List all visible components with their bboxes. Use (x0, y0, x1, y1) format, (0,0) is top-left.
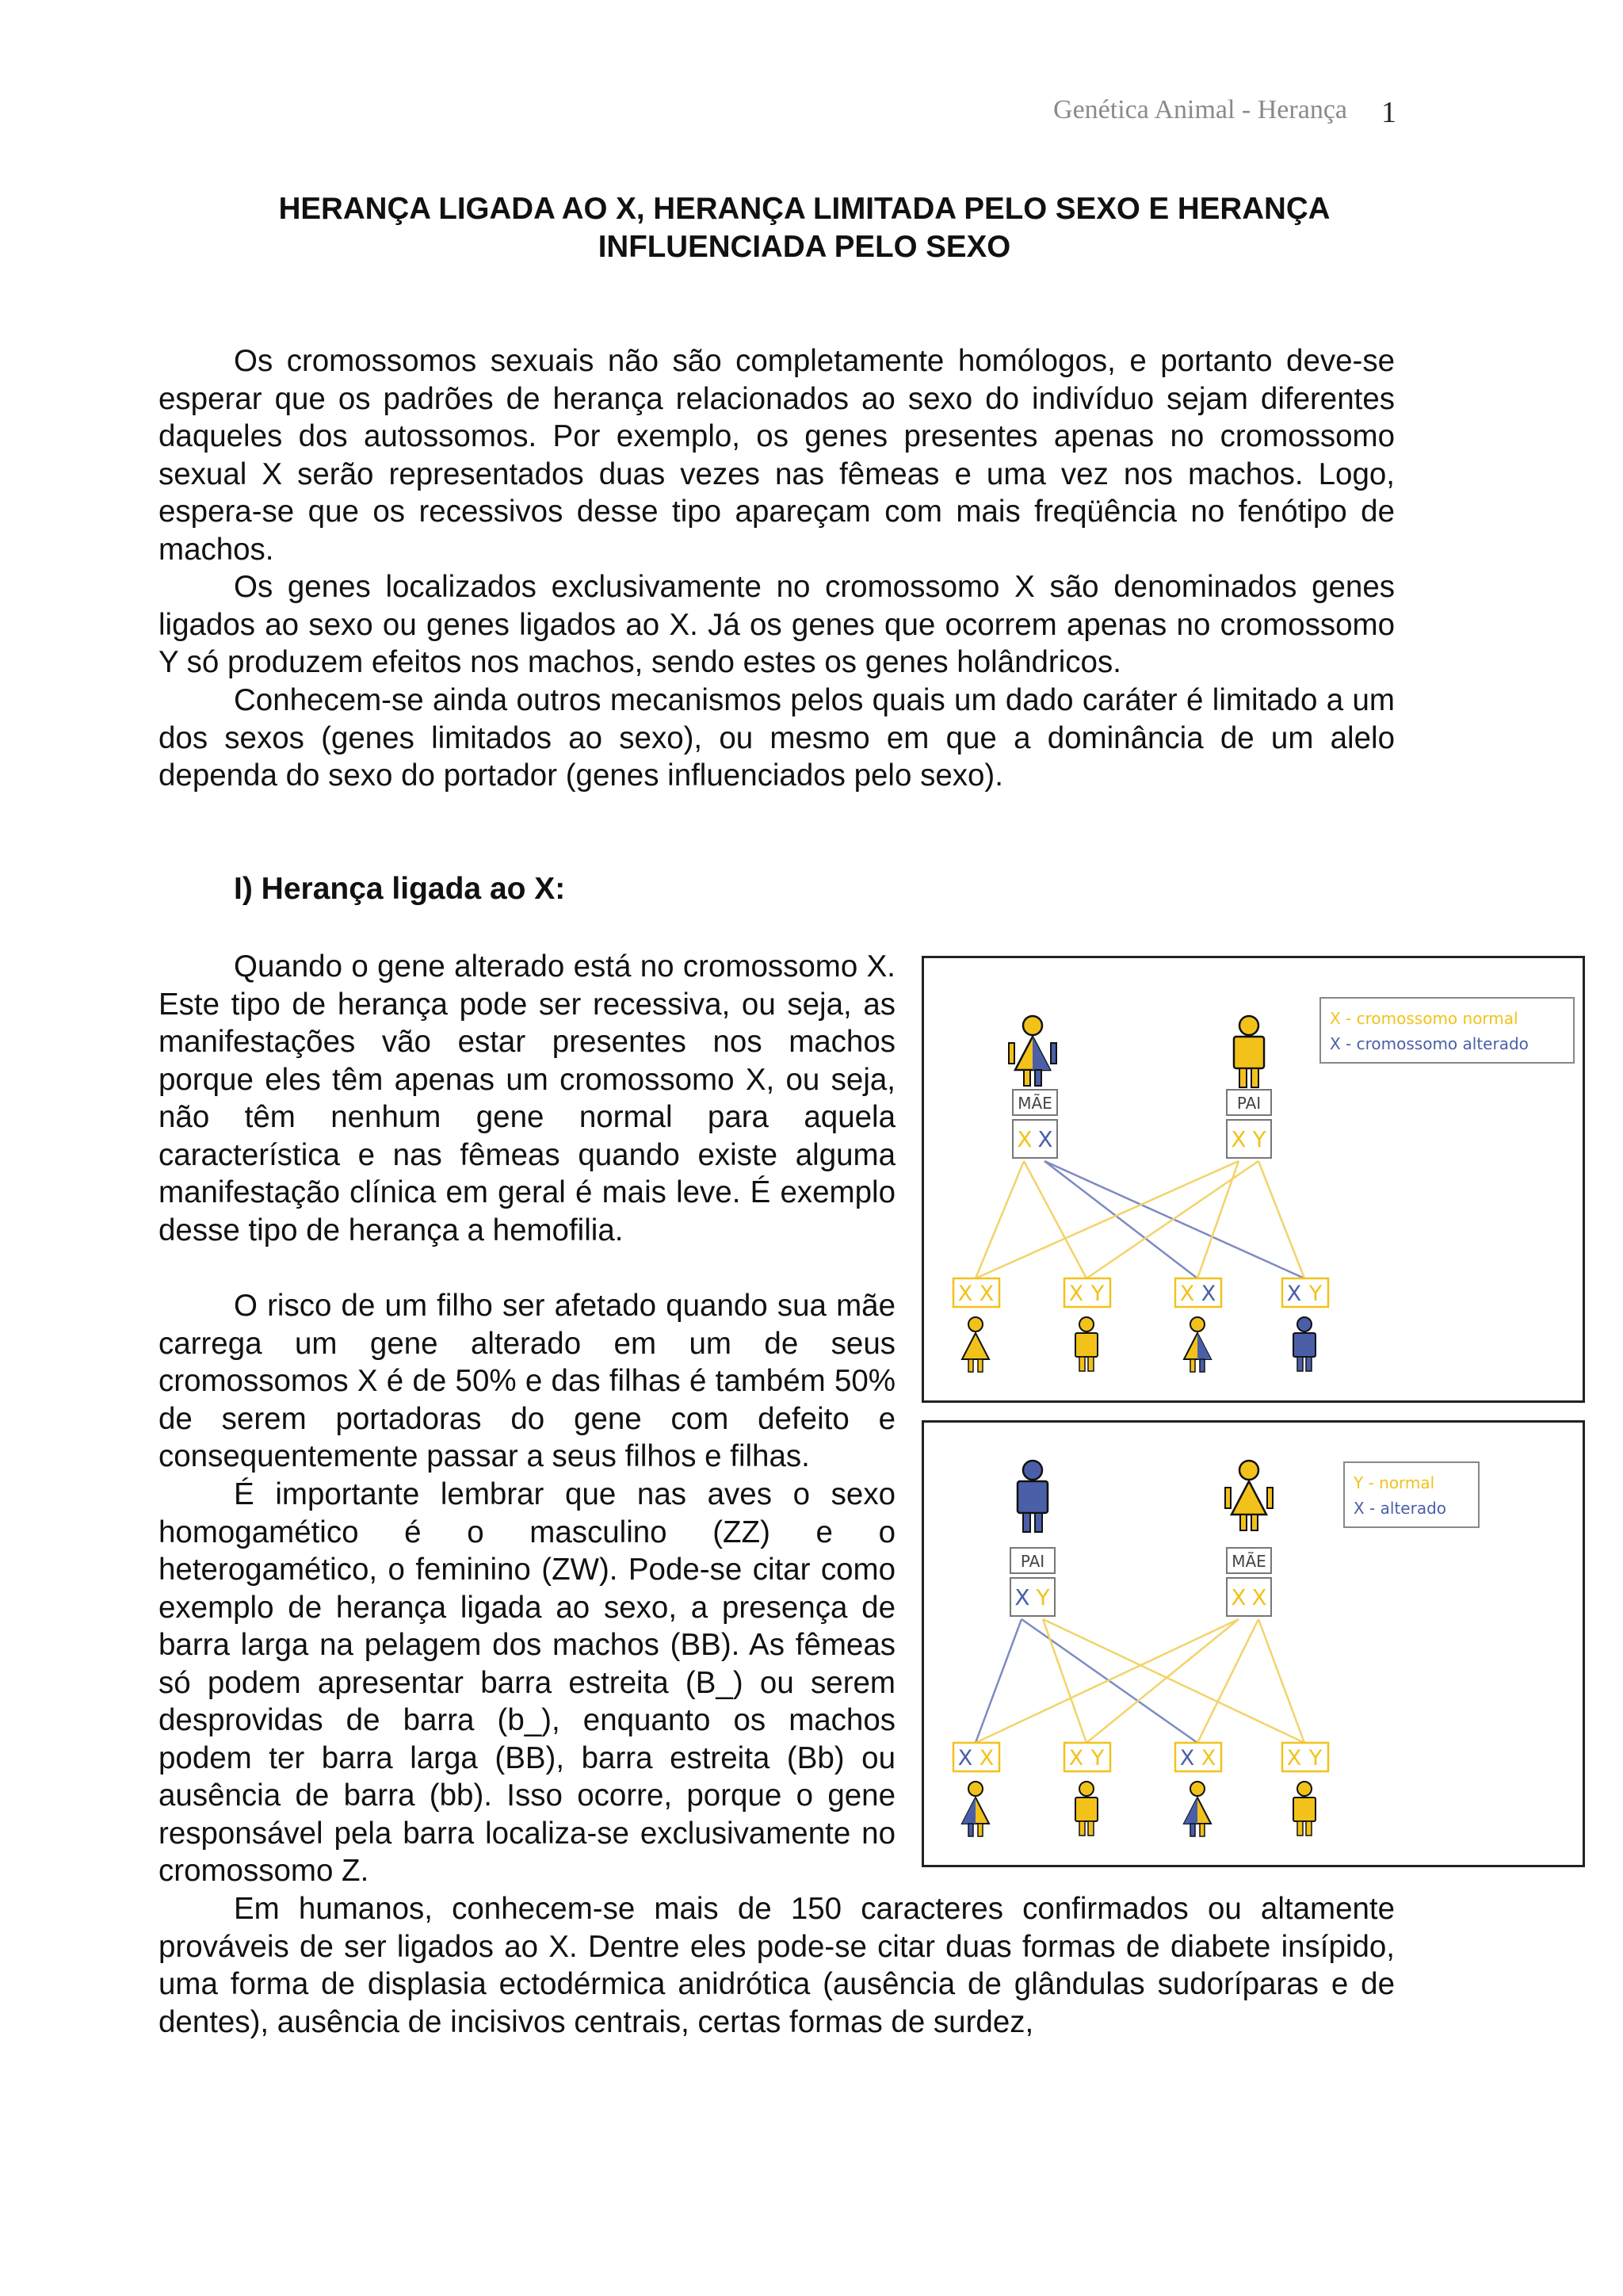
page-number: 1 (1381, 96, 1396, 129)
section-paragraph-4: Em humanos, conhecem-se mais de 150 caracteres confirmados ou altamente prováveis de ser ligados ao X. Dentre eles pode-se citar duas formas de diabete insípido, uma forma de displasia ectodérmica anidrótica (ausência de glândulas sudoríparas e de dentes), ausência de incisivos centrais, certas formas de surdez, (158, 1892, 1395, 2039)
inheritance-diagram-mother-carrier (922, 956, 1585, 1403)
son-normal-icon (1075, 1317, 1098, 1371)
child-1-genotype (953, 1743, 999, 1771)
child-2-allele-2: Y (1090, 1282, 1105, 1306)
section-paragraph-3: É importante lembrar que nas aves o sexo homogamético é o masculino (ZZ) e o heterogamético, o feminino (ZW). Pode-se citar como exemplo de herança ligada ao sexo, a presença de barra larga na pelagem dos machos (BB). As fêmeas só podem apresentar barra estreita (B_) ou serem desprovidas de barra (b_), enquanto os machos podem ter barra larga (BB), barra estreita (Bb) ou ausência de barra (bb). Isso ocorre, porque o gene responsável pela barra localiza-se exclusivamente no cromossomo Z. (158, 1477, 896, 1888)
child-4-allele-2: Y (1308, 1282, 1323, 1306)
child-3-allele-1: X (1179, 1746, 1195, 1771)
legend-altered: X - alterado (1354, 1499, 1447, 1518)
son-affected-icon (1293, 1317, 1316, 1371)
inheritance-lines (976, 1619, 1304, 1743)
child-1-allele-2: X (979, 1282, 995, 1306)
document-title (190, 190, 1419, 266)
section-paragraph-2: O risco de um filho ser afetado quando sua mãe carrega um gene alterado em um de seus cromossomos X é de 50% e das filhas é também 50% de serem portadoras do gene com defeito e consequentemente passar a seus filhos e filhas. (158, 1289, 896, 1473)
legend-altered: X - cromossomo alterado (1330, 1034, 1529, 1053)
father-allele-1: X (1014, 1584, 1030, 1610)
child-2-allele-1: X (1068, 1746, 1084, 1771)
father-allele-1: X (1231, 1126, 1247, 1152)
daughter-carrier-icon (1184, 1317, 1211, 1372)
legend-normal: X - cromossomo normal (1330, 1009, 1518, 1028)
child-3-allele-2: X (1201, 1746, 1216, 1771)
father-label: PAI (1020, 1552, 1045, 1571)
father-allele-2: Y (1252, 1126, 1266, 1152)
child-4-allele-1: X (1286, 1282, 1302, 1306)
section-heading: I) Herança ligada ao X: (234, 872, 566, 906)
female-normal-icon (1225, 1461, 1273, 1530)
child-1-allele-1: X (957, 1746, 973, 1771)
inheritance-lines (976, 1161, 1304, 1278)
intro-paragraph-3: Conhecem-se ainda outros mecanismos pelos quais um dado caráter é limitado a um dos sexos (genes limitados ao sexo), ou mesmo em que a dominância de um alelo dependa do sexo do portador (genes influenciados pelo sexo). (158, 683, 1395, 793)
intro-paragraph-1: Os cromossomos sexuais não são completamente homólogos, e portanto deve-se esperar que os padrões de herança relacionados ao sexo do indivíduo sejam diferentes daqueles dos autossomos. Por exemplo, os genes presentes apenas no cromossomo sexual X serão representados duas vezes nas fêmeas e uma vez nos machos. Logo, espera-se que os recessivos desse tipo apareçam com mais freqüência no fenótipo de machos. (158, 344, 1395, 567)
daughter-carrier-icon (1184, 1782, 1211, 1836)
document-title-line-1: HERANÇA LIGADA AO X, HERANÇA LIMITADA PELO SEXO E HERANÇA (278, 192, 1331, 226)
child-3-genotype (1175, 1278, 1221, 1307)
mother-allele-1: X (1231, 1584, 1247, 1610)
mother-label: MÃE (1018, 1094, 1052, 1113)
child-2-genotype (1064, 1743, 1110, 1771)
inheritance-diagram-father-affected (922, 1420, 1585, 1867)
mother-allele-1: X (1017, 1126, 1033, 1152)
child-1-allele-1: X (957, 1282, 973, 1306)
child-3-allele-1: X (1179, 1282, 1195, 1306)
daughter-carrier-icon (962, 1782, 989, 1836)
daughter-normal-icon (962, 1317, 989, 1372)
male-icon (1234, 1016, 1264, 1087)
child-4-allele-2: Y (1308, 1746, 1323, 1771)
mother-label: MÃE (1232, 1552, 1266, 1571)
child-2-allele-2: Y (1090, 1746, 1105, 1771)
running-header (991, 95, 1403, 143)
female-carrier-icon (1009, 1016, 1056, 1086)
child-3-allele-2: X (1201, 1282, 1216, 1306)
father-label: PAI (1236, 1094, 1262, 1113)
document-title-line-2: INFLUENCIADA PELO SEXO (598, 230, 1011, 264)
son-normal-icon (1075, 1782, 1098, 1836)
legend-normal: Y - normal (1354, 1473, 1435, 1492)
male-affected-icon (1018, 1461, 1048, 1532)
child-3-genotype (1175, 1743, 1221, 1771)
intro-paragraph-2: Os genes localizados exclusivamente no cromossomo X são denominados genes ligados ao sexo ou genes ligados ao X. Já os genes que ocorrem apenas no cromossomo Y só produzem efeitos nos machos, sendo estes os genes holândricos. (158, 570, 1395, 679)
child-2-genotype (1064, 1278, 1110, 1307)
child-1-genotype (953, 1278, 999, 1307)
child-4-genotype (1282, 1743, 1328, 1771)
child-4-genotype (1282, 1278, 1328, 1307)
mother-allele-2: X (1037, 1126, 1053, 1152)
mother-allele-2: X (1251, 1584, 1267, 1610)
father-allele-2: Y (1036, 1584, 1050, 1610)
section-paragraph-1: Quando o gene alterado está no cromossomo X. Este tipo de herança pode ser recessiva, ou seja, as manifestações vão estar presentes nos machos porque eles têm apenas um cromossomo X, ou seja, não têm nenhum gene normal para aquela característica e nas fêmeas quando existe alguma manifestação clínica em geral é mais leve. É exemplo desse tipo de herança a hemofilia. (158, 949, 896, 1247)
child-2-allele-1: X (1068, 1282, 1084, 1306)
child-4-allele-1: X (1286, 1746, 1302, 1771)
child-1-allele-2: X (979, 1746, 995, 1771)
header-title: Genética Animal - Herança (1053, 95, 1347, 124)
son-normal-icon (1293, 1782, 1316, 1836)
